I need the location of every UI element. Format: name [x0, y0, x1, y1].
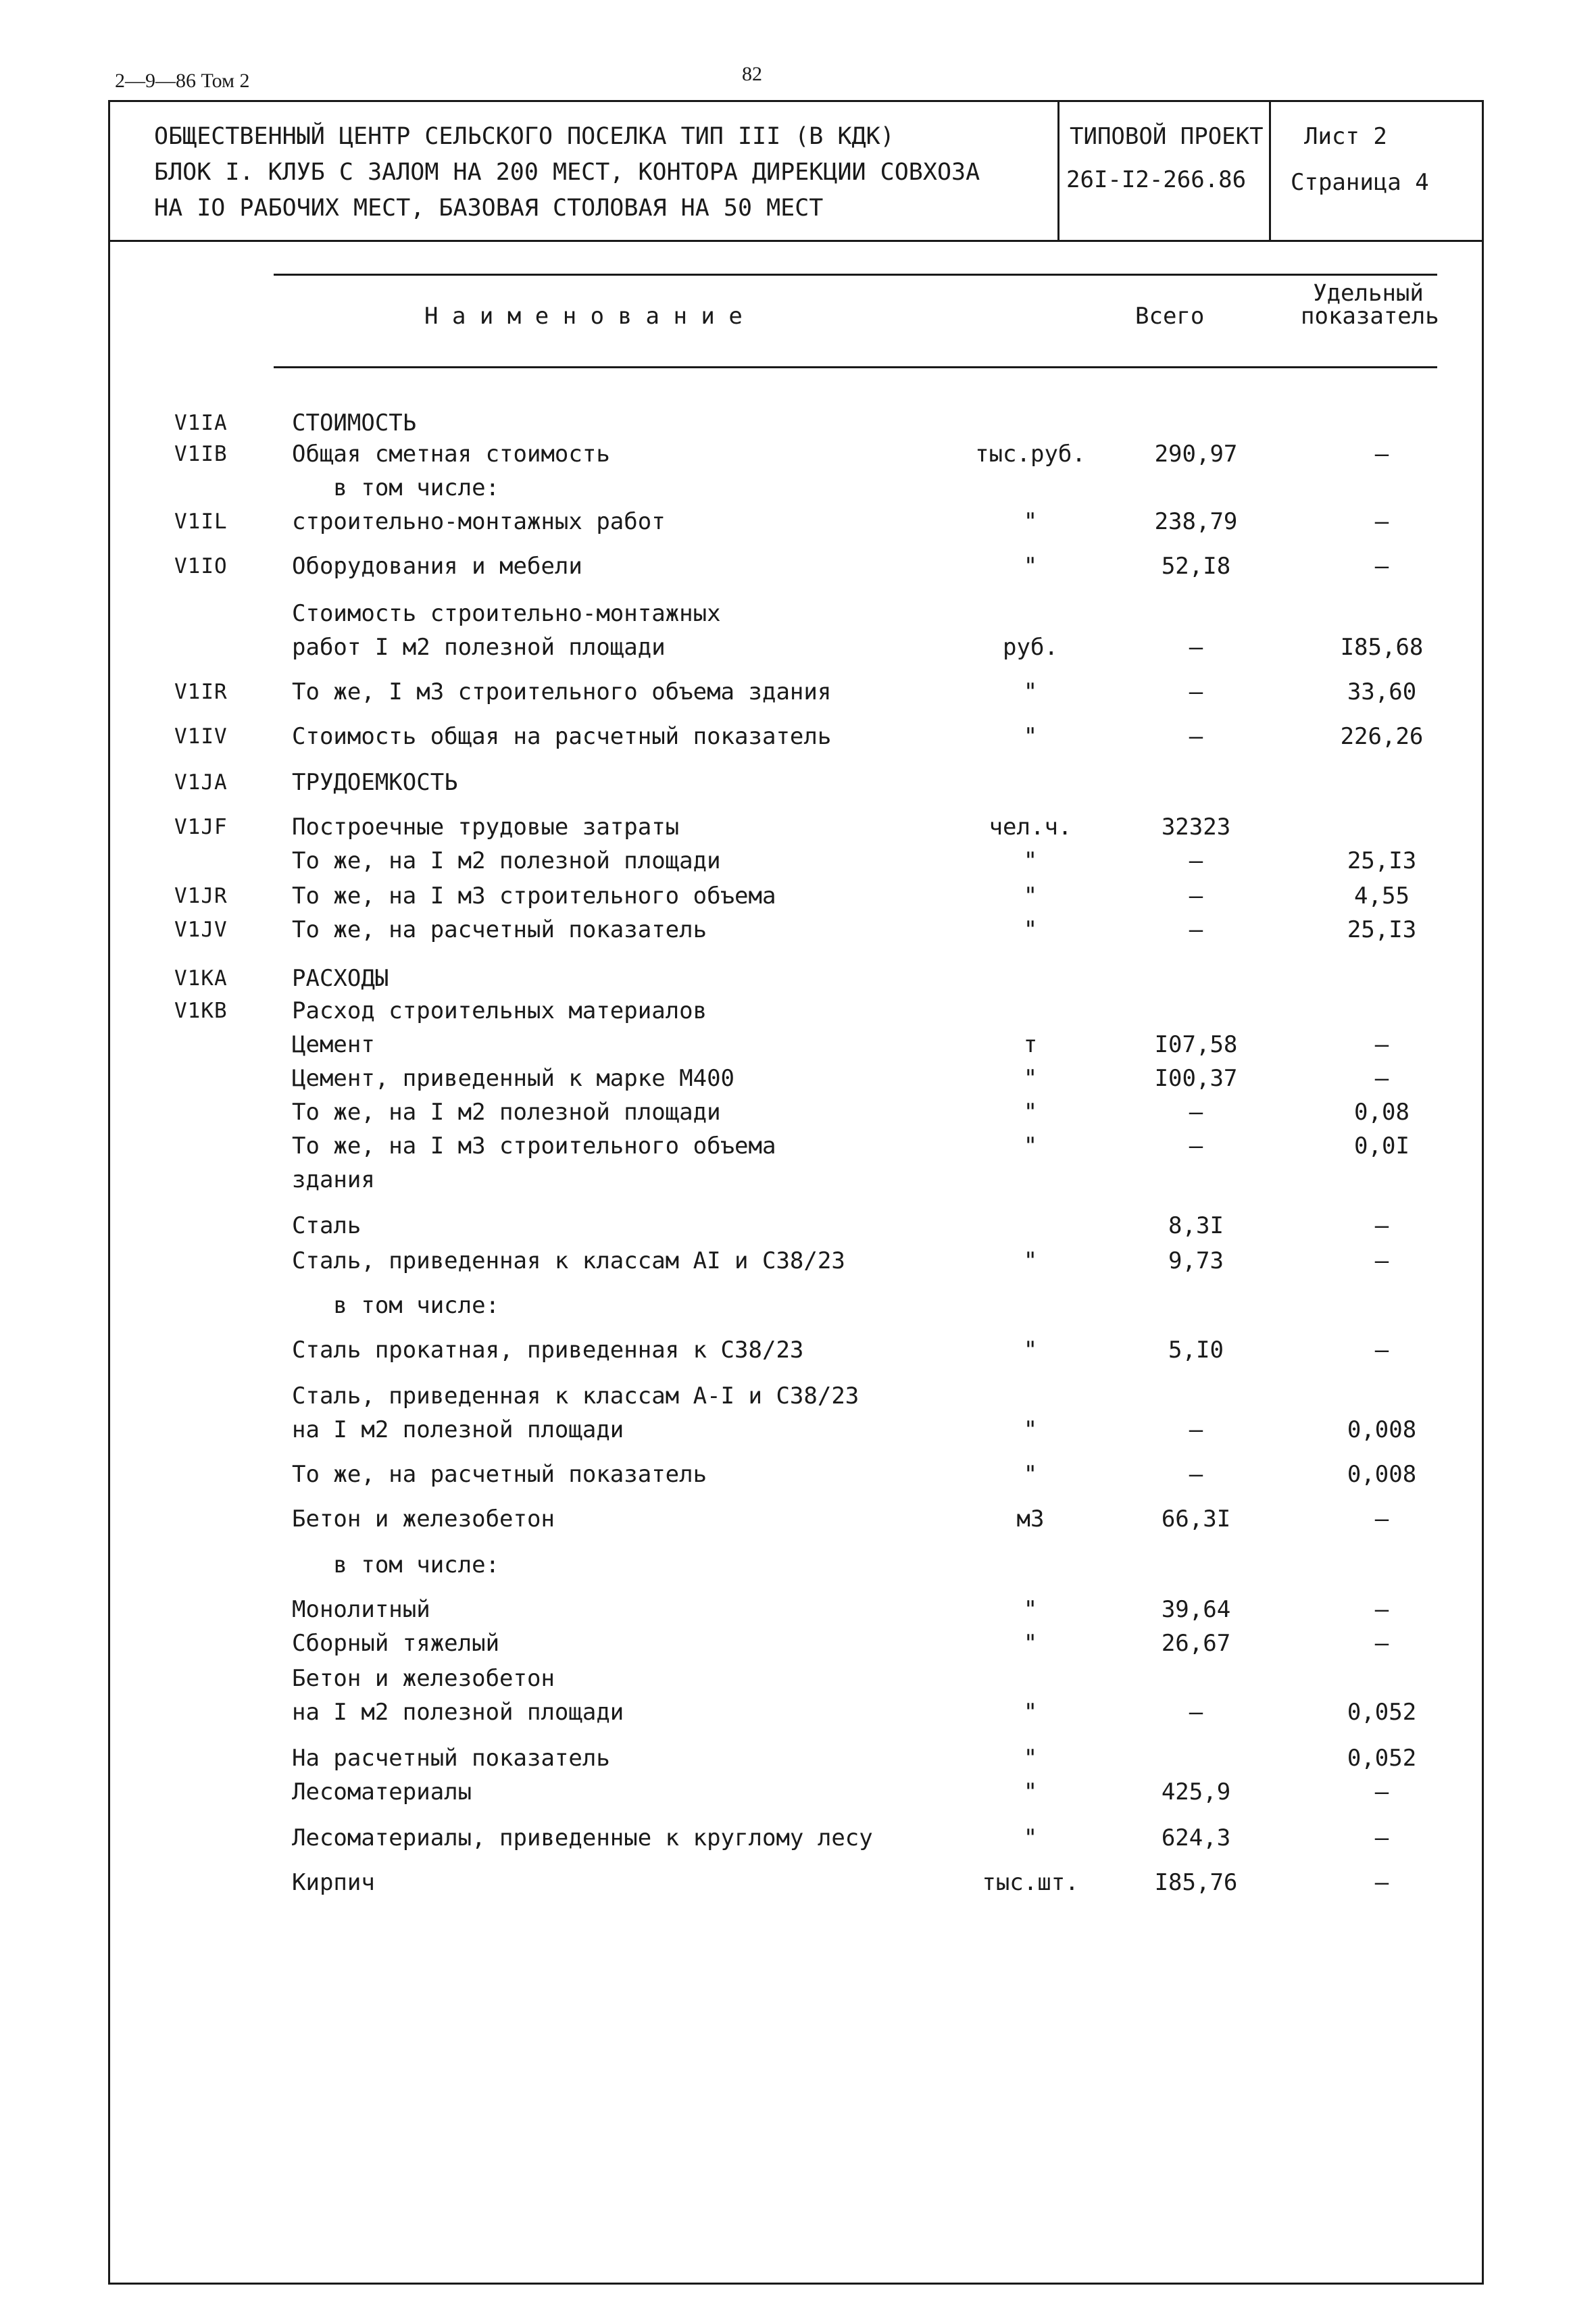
- row-specific: 33,60: [1347, 678, 1417, 705]
- row-total: –: [1189, 678, 1203, 705]
- row-specific: 0,008: [1347, 1416, 1417, 1443]
- row-name: То же, на I м3 строительного объема: [292, 1132, 776, 1160]
- row-name: ТРУДОЕМКОСТЬ: [292, 769, 458, 796]
- row-specific: –: [1374, 1824, 1389, 1851]
- row-name: Оборудования и мебели: [292, 553, 582, 580]
- row-name: Сборный тяжелый: [292, 1630, 500, 1657]
- row-name: Сталь прокатная, приведенная к С38/23: [292, 1337, 804, 1364]
- column-header-name: Н а и м е н о в а н и е: [424, 303, 743, 330]
- row-specific: –: [1374, 553, 1389, 580]
- row-unit: ": [1023, 1630, 1038, 1657]
- title-divider-2: [1269, 100, 1271, 241]
- row-specific: 4,55: [1354, 882, 1410, 910]
- row-unit: ": [1023, 508, 1038, 535]
- row-name: Монолитный: [292, 1596, 430, 1623]
- row-name: То же, на расчетный показатель: [292, 916, 707, 943]
- row-specific: 0,052: [1347, 1745, 1417, 1772]
- row-total: 66,3I: [1161, 1505, 1231, 1533]
- row-name: Цемент, приведенный к марке М400: [292, 1065, 735, 1092]
- row-unit: ": [1023, 882, 1038, 910]
- row-name: здания: [292, 1166, 375, 1193]
- row-unit: ": [1023, 1745, 1038, 1772]
- row-total: –: [1189, 723, 1203, 750]
- row-name: Лесоматериалы, приведенные к круглому лесу: [292, 1824, 873, 1851]
- object-title-line-1: ОБЩЕСТВЕННЫЙ ЦЕНТР СЕЛЬСКОГО ПОСЕЛКА ТИП III (В КДК): [154, 123, 895, 150]
- row-code: V1KA: [174, 966, 228, 991]
- row-name: работ I м2 полезной площади: [292, 634, 666, 661]
- row-total: –: [1189, 882, 1203, 910]
- object-title-line-2: БЛОК I. КЛУБ С ЗАЛОМ НА 200 МЕСТ, КОНТОРА ДИРЕКЦИИ СОВХОЗА: [154, 159, 980, 186]
- row-unit: ": [1023, 1065, 1038, 1092]
- row-code: V1IB: [174, 442, 228, 466]
- row-total: 290,97: [1154, 441, 1238, 468]
- object-title-line-3: НА IO РАБОЧИХ МЕСТ, БАЗОВАЯ СТОЛОВАЯ НА 50 МЕСТ: [154, 195, 824, 222]
- row-specific: –: [1374, 441, 1389, 468]
- column-header-total: Всего: [1135, 303, 1205, 330]
- row-name: Сталь, приведенная к классам A-I и С38/23: [292, 1383, 859, 1410]
- row-total: –: [1189, 634, 1203, 661]
- title-divider-1: [1057, 100, 1059, 241]
- row-specific: I85,68: [1340, 634, 1424, 661]
- row-name: Стоимость строительно-монтажных: [292, 600, 721, 627]
- row-unit: ": [1023, 847, 1038, 874]
- row-unit: ": [1023, 1824, 1038, 1851]
- row-unit: тыс.руб.: [975, 441, 1086, 468]
- row-total: 52,I8: [1161, 553, 1231, 580]
- row-code: V1JA: [174, 770, 228, 795]
- row-unit: ": [1023, 1596, 1038, 1623]
- row-specific: 25,I3: [1347, 916, 1417, 943]
- row-code: V1KB: [174, 999, 228, 1023]
- row-name: СТОИМОСТЬ: [292, 409, 417, 437]
- row-name: Стоимость общая на расчетный показатель: [292, 723, 832, 750]
- row-unit: чел.ч.: [989, 814, 1072, 841]
- row-name: То же, I м3 строительного объема здания: [292, 678, 832, 705]
- row-name: в том числе:: [292, 474, 500, 501]
- row-specific: 25,I3: [1347, 847, 1417, 874]
- row-total: I85,76: [1154, 1869, 1238, 1896]
- row-unit: тыс.шт.: [982, 1869, 1079, 1896]
- row-total: 9,73: [1168, 1247, 1224, 1274]
- page-label: Страница 4: [1291, 169, 1429, 196]
- row-specific: –: [1374, 1596, 1389, 1623]
- row-specific: –: [1374, 1337, 1389, 1364]
- row-specific: –: [1374, 1031, 1389, 1058]
- row-unit: м3: [1016, 1505, 1045, 1533]
- row-total: 238,79: [1154, 508, 1238, 535]
- row-total: 425,9: [1161, 1778, 1231, 1806]
- row-specific: –: [1374, 1630, 1389, 1657]
- row-unit: ": [1023, 1699, 1038, 1726]
- row-name: в том числе:: [292, 1292, 500, 1319]
- row-unit: ": [1023, 723, 1038, 750]
- row-name: То же, на I м2 полезной площади: [292, 847, 721, 874]
- row-total: –: [1189, 847, 1203, 874]
- row-total: –: [1189, 1416, 1203, 1443]
- row-total: –: [1189, 916, 1203, 943]
- column-header-specific-2: показатель: [1301, 303, 1439, 330]
- row-code: V1JF: [174, 815, 228, 839]
- row-specific: –: [1374, 1247, 1389, 1274]
- row-name: Построечные трудовые затраты: [292, 814, 680, 841]
- row-name: На расчетный показатель: [292, 1745, 610, 1772]
- row-specific: –: [1374, 1778, 1389, 1806]
- row-code: V1IO: [174, 554, 228, 578]
- sheet-label: Лист 2: [1304, 123, 1387, 150]
- column-header-specific-1: Удельный: [1313, 280, 1424, 307]
- row-name: в том числе:: [292, 1551, 500, 1578]
- row-total: 624,3: [1161, 1824, 1231, 1851]
- document-code: 2—9—86 Том 2: [115, 70, 250, 92]
- row-total: 39,64: [1161, 1596, 1231, 1623]
- row-name: Расход строительных материалов: [292, 997, 707, 1024]
- row-specific: –: [1374, 1505, 1389, 1533]
- row-name: Цемент: [292, 1031, 375, 1058]
- row-total: 5,I0: [1168, 1337, 1224, 1364]
- row-name: Бетон и железобетон: [292, 1505, 555, 1533]
- row-code: V1JV: [174, 918, 228, 942]
- row-specific: 0,08: [1354, 1099, 1410, 1126]
- row-code: V1IR: [174, 680, 228, 704]
- page-number: 82: [742, 63, 762, 85]
- row-unit: ": [1023, 1247, 1038, 1274]
- row-unit: ": [1023, 1416, 1038, 1443]
- row-unit: ": [1023, 553, 1038, 580]
- row-name: РАСХОДЫ: [292, 965, 389, 992]
- frame-right: [1482, 100, 1484, 2285]
- row-total: 26,67: [1161, 1630, 1231, 1657]
- row-specific: 0,008: [1347, 1461, 1417, 1488]
- row-name: То же, на расчетный показатель: [292, 1461, 707, 1488]
- row-total: 8,3I: [1168, 1212, 1224, 1239]
- row-code: V1IL: [174, 509, 228, 534]
- row-specific: 0,052: [1347, 1699, 1417, 1726]
- table-header-top-rule: [274, 274, 1437, 276]
- row-specific: –: [1374, 508, 1389, 535]
- row-total: –: [1189, 1132, 1203, 1160]
- row-name: То же, на I м3 строительного объема: [292, 882, 776, 910]
- frame-top: [108, 100, 1484, 102]
- project-label: ТИПОВОЙ ПРОЕКТ: [1070, 123, 1264, 150]
- row-code: V1IV: [174, 724, 228, 749]
- row-total: –: [1189, 1461, 1203, 1488]
- row-total: –: [1189, 1699, 1203, 1726]
- row-name: Бетон и железобетон: [292, 1665, 555, 1692]
- row-name: Общая сметная стоимость: [292, 441, 610, 468]
- row-unit: т: [1023, 1031, 1038, 1058]
- row-specific: 226,26: [1340, 723, 1424, 750]
- row-specific: 0,0I: [1354, 1132, 1410, 1160]
- row-unit: ": [1023, 678, 1038, 705]
- row-name: Кирпич: [292, 1869, 375, 1896]
- row-total: I07,58: [1154, 1031, 1238, 1058]
- row-name: Лесоматериалы: [292, 1778, 472, 1806]
- row-unit: ": [1023, 916, 1038, 943]
- title-block-bottom: [108, 240, 1484, 242]
- row-name: Сталь: [292, 1212, 361, 1239]
- row-unit: руб.: [1003, 634, 1058, 661]
- row-name: строительно-монтажных работ: [292, 508, 666, 535]
- row-specific: –: [1374, 1869, 1389, 1896]
- row-code: V1JR: [174, 884, 228, 908]
- row-total: 32323: [1161, 814, 1231, 841]
- frame-bottom: [108, 2283, 1484, 2285]
- row-unit: ": [1023, 1132, 1038, 1160]
- row-name: на I м2 полезной площади: [292, 1416, 624, 1443]
- row-name: на I м2 полезной площади: [292, 1699, 624, 1726]
- project-number: 26I-I2-266.86: [1066, 166, 1247, 193]
- row-specific: –: [1374, 1212, 1389, 1239]
- row-name: То же, на I м2 полезной площади: [292, 1099, 721, 1126]
- table-header-bottom-rule: [274, 366, 1437, 368]
- row-unit: ": [1023, 1337, 1038, 1364]
- row-total: I00,37: [1154, 1065, 1238, 1092]
- row-unit: ": [1023, 1099, 1038, 1126]
- row-unit: ": [1023, 1461, 1038, 1488]
- row-total: –: [1189, 1099, 1203, 1126]
- row-specific: –: [1374, 1065, 1389, 1092]
- frame-left: [108, 100, 110, 2285]
- row-unit: ": [1023, 1778, 1038, 1806]
- row-code: V1IA: [174, 411, 228, 435]
- row-name: Сталь, приведенная к классам AI и С38/23: [292, 1247, 845, 1274]
